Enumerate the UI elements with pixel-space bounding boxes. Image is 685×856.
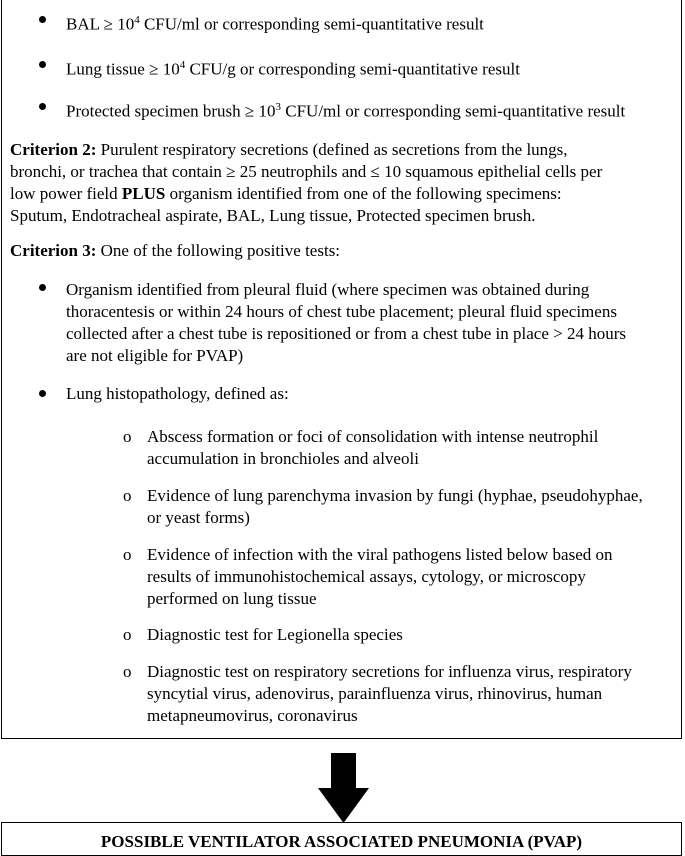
criterion-2-line-3: low power field PLUS organism identified from one of the following specimens: — [10, 184, 562, 203]
criterion-2-line-1: Criterion 2: Purulent respiratory secretions (defined as secretions from the lungs, — [10, 140, 568, 159]
bullet-dot — [39, 61, 46, 68]
bullet-dot — [39, 103, 46, 110]
criterion-2-line-4: Sputum, Endotracheal aspirate, BAL, Lung tissue, Protected specimen brush. — [10, 206, 536, 225]
sub-item-abscess-1: Abscess formation or foci of consolidation with intense neutrophil — [147, 427, 599, 446]
criteria-box — [1, 0, 682, 739]
sub-item-legionella: Diagnostic test for Legionella species — [147, 625, 403, 644]
sub-item-fungi-1: Evidence of lung parenchyma invasion by fungi (hyphae, pseudohyphae, — [147, 486, 643, 505]
histopathology-heading: Lung histopathology, defined as: — [66, 384, 289, 403]
sub-item-fungi-2: or yeast forms) — [147, 508, 250, 527]
bal-criterion: BAL ≥ $10^4$ CFU/ml or corresponding semi-quantitative result — [66, 14, 484, 34]
outcome-label: POSSIBLE VENTILATOR ASSOCIATED PNEUMONIA (PVAP) — [100, 832, 583, 851]
sub-item-viral-1: Evidence of infection with the viral pathogens listed below based on — [147, 545, 613, 564]
sub-item-respiratory-3: metapneumovirus, coronavirus — [147, 706, 358, 725]
bullet-dot — [39, 284, 46, 291]
sub-item-respiratory-2: syncytial virus, adenovirus, parainfluenza virus, rhinovirus, human — [147, 684, 603, 703]
psb-criterion: Protected specimen brush ≥ $10^3$ CFU/ml or corresponding semi-quantitative result — [66, 101, 626, 121]
pleural-fluid-line-1: Organism identified from pleural fluid (where specimen was obtained during — [66, 280, 590, 299]
sub-bullet-marker: o — [123, 486, 132, 505]
sub-bullet-marker: o — [123, 625, 132, 644]
bullet-dot — [39, 390, 46, 397]
sub-item-viral-3: performed on lung tissue — [147, 589, 317, 608]
criterion-2-line-2: bronchi, or trachea that contain ≥ 25 neutrophils and ≤ 10 squamous epithelial cells per — [10, 162, 603, 181]
sub-bullet-marker: o — [123, 662, 132, 681]
lung-tissue-criterion: Lung tissue ≥ $10^4$ CFU/g or corresponding semi-quantitative result — [66, 59, 520, 79]
outcome-box — [1, 822, 682, 856]
pleural-fluid-line-3: collected after a chest tube is repositioned or from a chest tube in place > 24 hours — [66, 324, 627, 343]
pleural-fluid-line-2: thoracentesis or within 24 hours of chest tube placement; pleural fluid specimens — [66, 302, 617, 321]
down-arrow-icon — [318, 753, 369, 823]
sub-item-abscess-2: accumulation in bronchioles and alveoli — [147, 449, 419, 468]
sub-item-viral-2: results of immunohistochemical assays, cytology, or microscopy — [147, 567, 586, 586]
pleural-fluid-line-4: are not eligible for PVAP) — [66, 346, 244, 365]
sub-bullet-marker: o — [123, 545, 132, 564]
sub-bullet-marker: o — [123, 427, 132, 446]
criterion-3-heading: Criterion 3: One of the following positive tests: — [10, 241, 341, 260]
sub-item-respiratory-1: Diagnostic test on respiratory secretions for influenza virus, respiratory — [147, 662, 632, 681]
bullet-dot — [39, 16, 46, 23]
